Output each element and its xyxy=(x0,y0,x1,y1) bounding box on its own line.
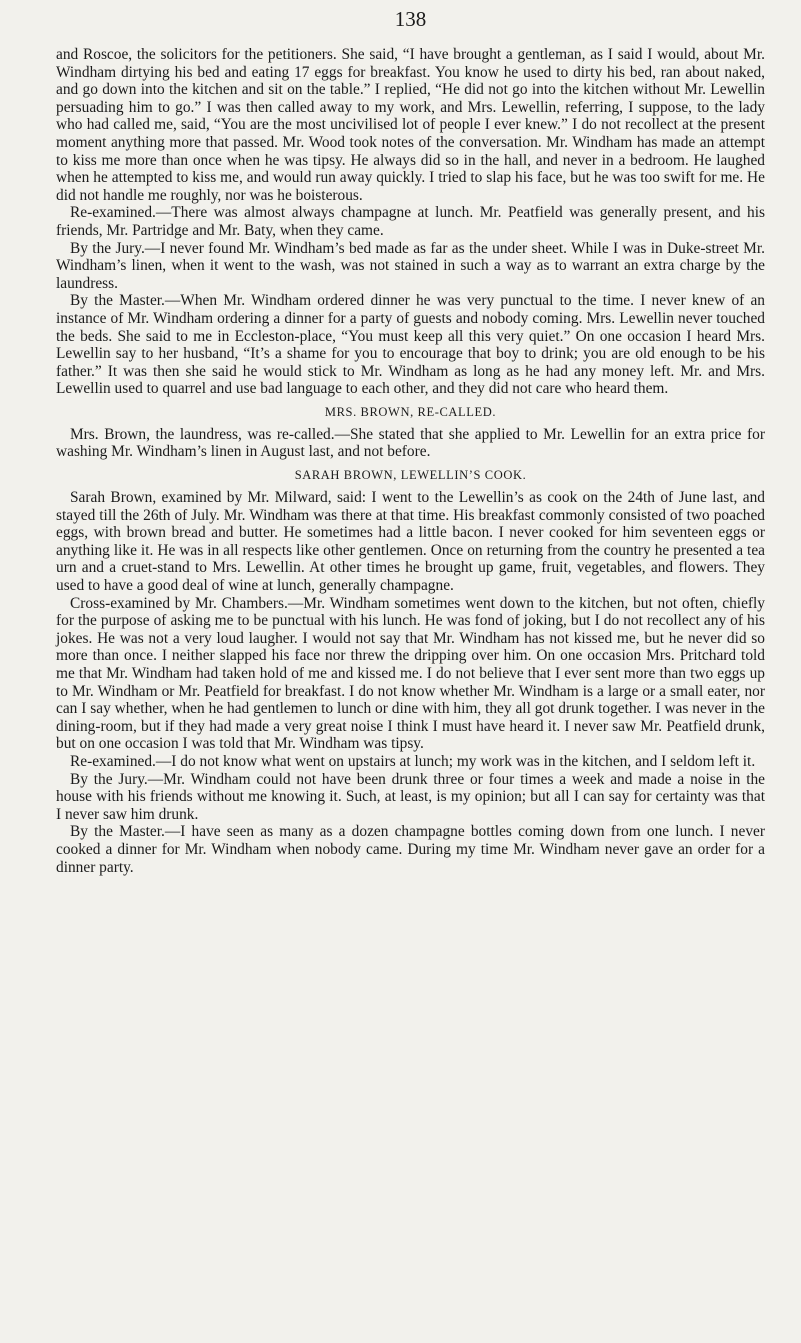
section-heading-sarah-brown: SARAH BROWN, LEWELLIN’S COOK. xyxy=(294,468,527,483)
section-heading-mrs-brown: MRS. BROWN, RE-CALLED. xyxy=(324,404,497,419)
paragraph: and Roscoe, the solicitors for the petitioners. She said, “I have brought a gentleman, as I said I would, about Mr. Windham dirtying his bed and eating 17 eggs for breakfast. You know he used to dirty his bed, ran about naked, and go down into the kitchen and sit on the table.” I replied, “He did not go into the kitchen without Mr. Lewellin persuading him to go.” I was then called away to my work, and Mrs. Lewellin, referring, I suppose, to the lady who had called me, said, “You are the most uncivilised lot of people I ever knew.” I do not recollect at the present moment anything more that passed. Mr. Wood took notes of the conversation. Mr. Windham has made an attempt to kiss me more than once when he was tipsy. He always did so in the hall, and never in a bedroom. He laughed when he attempted to kiss me, and would run away quickly. I tried to slap his face, but he was too swift for me. He did not handle me roughly, nor was he boisterous. xyxy=(56,46,765,204)
paragraph: By the Master.—When Mr. Windham ordered dinner he was very punctual to the time. I never knew of an instance of Mr. Windham ordering a dinner for a party of guests and nobody coming. Mrs. Lewellin never touched the beds. She said to me in Eccleston-place, “You must keep all this very quiet.” On one occasion I heard Mrs. Lewellin say to her husband, “It’s a shame for you to encourage that boy to drink; you are old enough to be his father.” It was then she said he would stick to Mr. Windham as long as he had any money left. Mr. and Mrs. Lewellin used to quarrel and use bad language to each other, and they did not care who heard them. xyxy=(56,292,765,398)
paragraph: Mrs. Brown, the laundress, was re-called.—She stated that she applied to Mr. Lewellin for an extra price for washing Mr. Windham’s linen in August last, and not before. xyxy=(56,425,765,461)
paragraph: By the Master.—I have seen as many as a dozen champagne bottles coming down from one lunch. I never cooked a dinner for Mr. Windham when nobody came. During my time Mr. Windham never gave an order for a dinner party. xyxy=(56,823,765,876)
paragraph: Re-examined.—There was almost always champagne at lunch. Mr. Peatfield was generally present, and his friends, Mr. Partridge and Mr. Baty, when they came. xyxy=(56,204,765,239)
paragraph: Re-examined.—I do not know what went on upstairs at lunch; my work was in the kitchen, and I seldom left it. xyxy=(70,752,756,770)
page-number: 138 xyxy=(394,7,427,31)
paragraph: Cross-examined by Mr. Chambers.—Mr. Windham sometimes went down to the kitchen, but not often, chiefly for the purpose of asking me to be punctual with his lunch. He was fond of joking, but I do not recollect any of his jokes. He was not a very loud laugher. I would not say that Mr. Windham has not kissed me, but he never did so more than once. I neither slapped his face nor threw the dripping over him. On one occasion Mrs. Pritchard told me that Mr. Windham had taken hold of me and kissed me. I do not believe that I ever sent more than two eggs up to Mr. Windham or Mr. Peatfield for breakfast. I do not know whether Mr. Windham is a large or a small eater, nor can I say whether, when he had gentlemen to lunch or dine with him, they all got drunk together. I was never in the dining-room, but if they had made a very great noise I think I must have heard it. I never saw Mr. Peatfield drunk, but on one occasion I was told that Mr. Windham was tipsy. xyxy=(56,594,765,753)
paragraph: By the Jury.—Mr. Windham could not have been drunk three or four times a week and made a noise in the house with his friends without me knowing it. Such, at least, is my opinion; but all I can say for certainty was that I never saw him drunk. xyxy=(56,770,765,823)
paragraph: Sarah Brown, examined by Mr. Milward, said: I went to the Lewellin’s as cook on the 24th of June last, and stayed till the 26th of July. Mr. Windham was there at that time. His breakfast commonly consisted of two poached eggs, with brown bread and butter. He sometimes had a little bacon. I never cooked for him seventeen eggs or anything like it. He was in all respects like other gentlemen. Once on returning from the country he presented a tea urn and a cruet-stand to Mrs. Lewellin. At other times he brought up game, fruit, vegetables, and flowers. They used to have a good deal of wine at lunch, generally champagne. xyxy=(56,489,765,595)
paragraph: By the Jury.—I never found Mr. Windham’s bed made as far as the under sheet. While I was in Duke-street Mr. Windham’s linen, when it went to the wash, was not stained in such a way as to warrant an extra charge by the laundress. xyxy=(56,239,765,292)
